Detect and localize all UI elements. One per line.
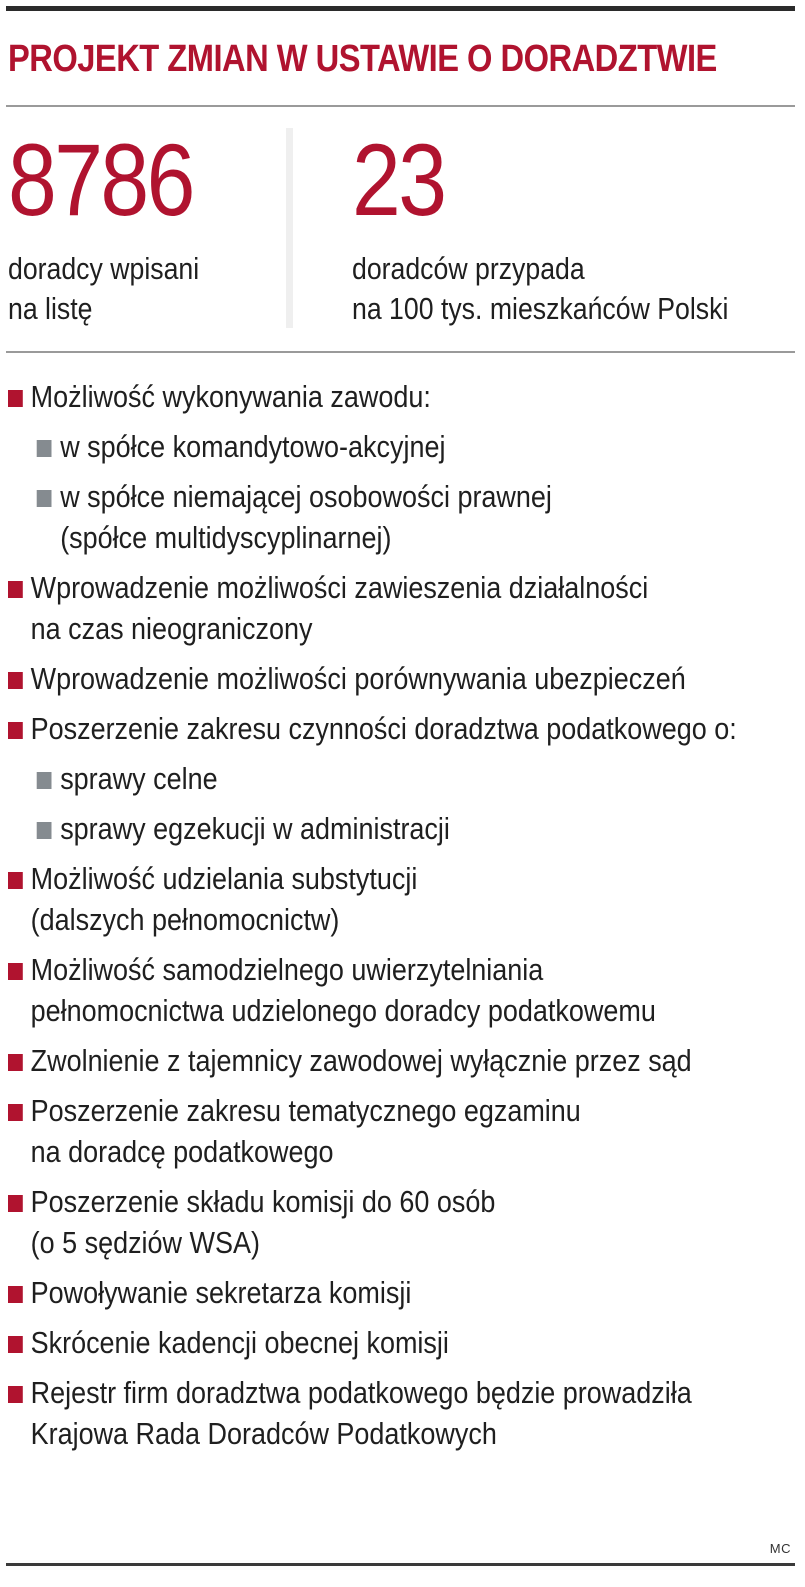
top-rule	[6, 6, 795, 11]
red-square-bullet-icon	[8, 390, 23, 407]
list-item	[8, 1090, 805, 1172]
page-title: PROJEKT ZMIAN W USTAWIE O DORADZTWIE	[8, 38, 717, 80]
list-item	[8, 658, 805, 699]
list-item-text: (o 5 sędziów WSA)	[30, 1225, 260, 1260]
list-item-text: Możliwość samodzielnego uwierzytelniania	[30, 952, 544, 987]
stat-description-line: doradców przypada	[352, 251, 585, 286]
list-item-text: Skrócenie kadencji obecnej komisji	[30, 1325, 449, 1360]
list-item	[8, 1040, 805, 1081]
list-item-text: na czas nieograniczony	[30, 611, 313, 646]
sub-list-item	[8, 808, 805, 849]
stat-advisors-per-capita	[352, 125, 790, 329]
red-square-bullet-icon	[8, 1104, 23, 1121]
red-square-bullet-icon	[8, 963, 23, 980]
list-item	[8, 1372, 805, 1454]
list-item-text: (spółce multidyscyplinarnej)	[60, 520, 392, 555]
list-item-text: Rejestr firm doradztwa podatkowego będzie prowadziła	[30, 1375, 692, 1410]
stats-divider	[6, 351, 795, 353]
list-item	[8, 1272, 805, 1313]
list-item	[8, 949, 805, 1031]
list-item-text: Zwolnienie z tajemnicy zawodowej wyłącznie przez sąd	[30, 1043, 692, 1078]
list-item-text: na doradcę podatkowego	[30, 1134, 334, 1169]
bottom-rule	[6, 1563, 795, 1566]
stat-description-line: na 100 tys. mieszkańców Polski	[352, 291, 729, 326]
red-square-bullet-icon	[8, 1054, 23, 1071]
list-item-text: w spółce niemającej osobowości prawnej	[60, 479, 552, 514]
gray-square-bullet-icon	[37, 440, 52, 457]
stat-description	[8, 249, 199, 329]
gray-square-bullet-icon	[37, 490, 52, 507]
list-item-text: Poszerzenie składu komisji do 60 osób	[30, 1184, 496, 1219]
stat-value: 8786	[8, 123, 193, 237]
red-square-bullet-icon	[8, 581, 23, 598]
stat-value: 23	[352, 123, 445, 237]
list-item-text: Wprowadzenie możliwości porównywania ubezpieczeń	[30, 661, 686, 696]
list-item	[8, 858, 805, 940]
sub-list-item	[8, 476, 805, 558]
red-square-bullet-icon	[8, 1195, 23, 1212]
stat-description	[352, 249, 728, 329]
author-credit: MC	[769, 1541, 791, 1556]
list-item-text: Wprowadzenie możliwości zawieszenia działalności	[30, 570, 649, 605]
red-square-bullet-icon	[8, 1336, 23, 1353]
gray-square-bullet-icon	[37, 822, 52, 839]
red-square-bullet-icon	[8, 872, 23, 889]
list-item-text: Możliwość udzielania substytucji	[30, 861, 418, 896]
list-item-text: Poszerzenie zakresu czynności doradztwa podatkowego o:	[30, 711, 737, 746]
sub-list-item	[8, 758, 805, 799]
red-square-bullet-icon	[8, 1386, 23, 1403]
gray-square-bullet-icon	[37, 772, 52, 789]
red-square-bullet-icon	[8, 1286, 23, 1303]
list-item	[8, 1322, 805, 1363]
list-item	[8, 376, 805, 417]
list-item-text: (dalszych pełnomocnictw)	[30, 902, 340, 937]
list-item-text: Możliwość wykonywania zawodu:	[30, 379, 431, 414]
list-item	[8, 567, 805, 649]
list-item-text: sprawy celne	[60, 761, 218, 796]
list-item-text: Powoływanie sekretarza komisji	[30, 1275, 412, 1310]
stat-divider	[286, 128, 293, 328]
list-item	[8, 1181, 805, 1263]
title-divider	[6, 105, 795, 107]
red-square-bullet-icon	[8, 722, 23, 739]
list-item-text: w spółce komandytowo-akcyjnej	[60, 429, 446, 464]
sub-list-item	[8, 426, 805, 467]
list-item-text: pełnomocnictwa udzielonego doradcy podatkowemu	[30, 993, 656, 1028]
list-item	[8, 708, 805, 749]
changes-list	[8, 376, 798, 1463]
red-square-bullet-icon	[8, 672, 23, 689]
list-item-text: Krajowa Rada Doradców Podatkowych	[30, 1416, 497, 1451]
stat-description-line: na listę	[8, 291, 93, 326]
list-item-text: sprawy egzekucji w administracji	[60, 811, 450, 846]
list-item-text: Poszerzenie zakresu tematycznego egzaminu	[30, 1093, 581, 1128]
stat-advisors-count	[8, 125, 230, 329]
stat-description-line: doradcy wpisani	[8, 251, 200, 286]
